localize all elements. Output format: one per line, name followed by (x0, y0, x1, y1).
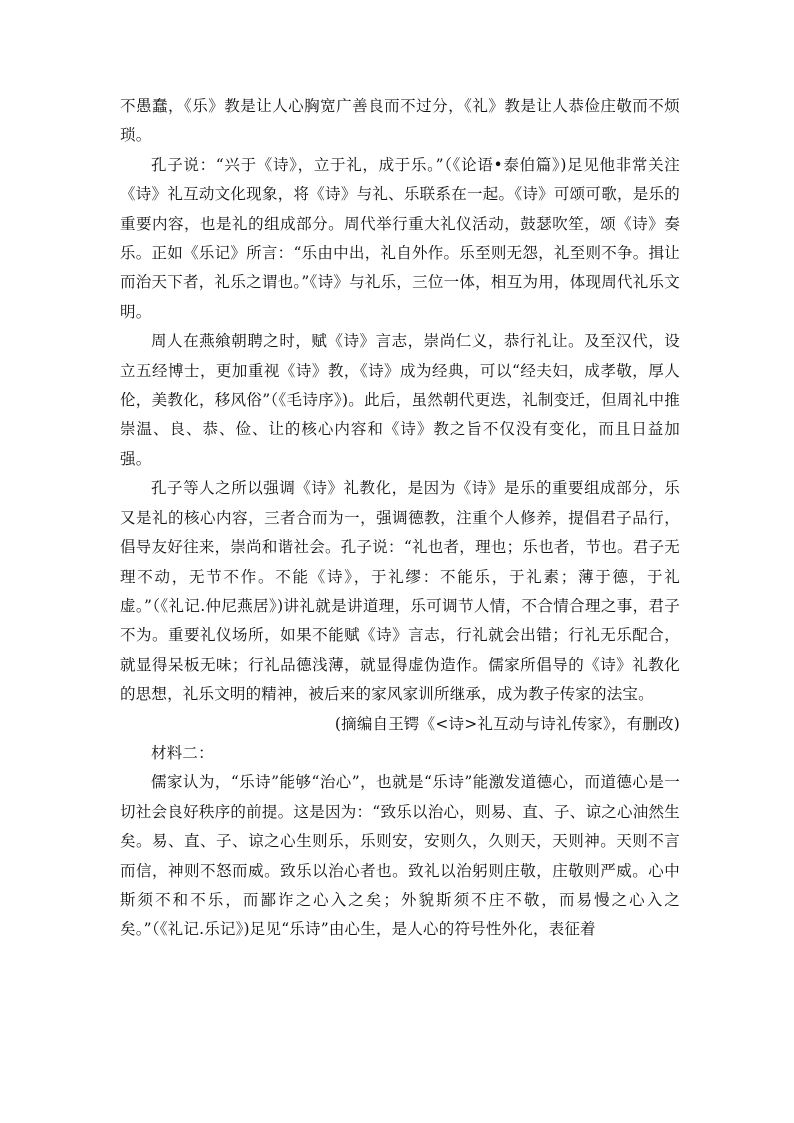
document-page (120, 92, 680, 945)
section-label: 材料二： (151, 743, 214, 762)
paragraph-3: 周人在燕飨朝聘之时，赋《诗》言志，崇尚仁义，恭行礼让。及至汉代，设立五经博士，更加重视《诗》教，《诗》成为经典，可以“经夫妇，成孝敬，厚人伦，美教化，移风俗”（《毛诗序》)。此后，虽然朝代更迭，礼制变迁，但周礼中推崇温、良、恭、俭、让的核心内容和《诗》教之旨不仅没有变化，而且日益加强。 (120, 332, 680, 468)
paragraph-1: 不愚蠢，《乐》教是让人心胸宽广善良而不过分，《礼》教是让人恭俭庄敬而不烦琐。 (120, 97, 680, 145)
source-citation: (摘编自王锷《<诗>礼互动与诗礼传家》，有删改) (334, 714, 680, 733)
paragraph-4: 孔子等人之所以强调《诗》礼教化，是因为《诗》是乐的重要组成部分，乐又是礼的核心内容，三者合而为一，强调德教，注重个人修养，提倡君子品行，倡导友好往来，崇尚和谐社会。孔子说：“礼也者，理也；乐也者，节也。君子无理不动，无节不作。不能《诗》，于礼缪：不能乐，于礼素；薄于德，于礼虚。”（《礼记.仲尼燕居》)讲礼就是讲道理，乐可调节人情，不合情合理之事，君子不为。重要礼仪场所，如果不能赋《诗》言志，行礼就会出错；行礼无乐配合，就显得呆板无味；行礼品德浅薄，就显得虚伪造作。儒家所倡导的《诗》礼教化的思想，礼乐文明的精神，被后来的家风家训所继承，成为教子传家的法宝。 (120, 479, 680, 704)
paragraph-5: 儒家认为，“乐诗”能够“治心”，也就是“乐诗”能激发道德心，而道德心是一切社会良好秩序的前提。这是因为：“致乐以治心，则易、直、子、谅之心油然生矣。易、直、子、谅之心生则乐，乐则安，安则久，久则天，天则神。天则不言而信，神则不怒而威。致乐以治心者也。致礼以治躬则庄敬，庄敬则严威。心中斯须不和不乐，而鄙诈之心入之矣；外貌斯须不庄不敬，而易慢之心入之矣。”（《礼记.乐记》)足见“乐诗”由心生，是人心的符号性外化，表征着 (120, 773, 680, 939)
paragraph-2: 孔子说：“兴于《诗》，立于礼，成于乐。”（《论语•泰伯篇》)足见他非常关注《诗》礼互动文化现象，将《诗》与礼、乐联系在一起。《诗》可颂可歌，是乐的重要内容，也是礼的组成部分。周代举行重大礼仪活动，鼓瑟吹笙，颂《诗》奏乐。正如《乐记》所言：“乐由中出，礼自外作。乐至则无怨，礼至则不争。揖让而治天下者，礼乐之谓也。”《诗》与礼乐，三位一体，相互为用，体现周代礼乐文明。 (120, 155, 680, 321)
